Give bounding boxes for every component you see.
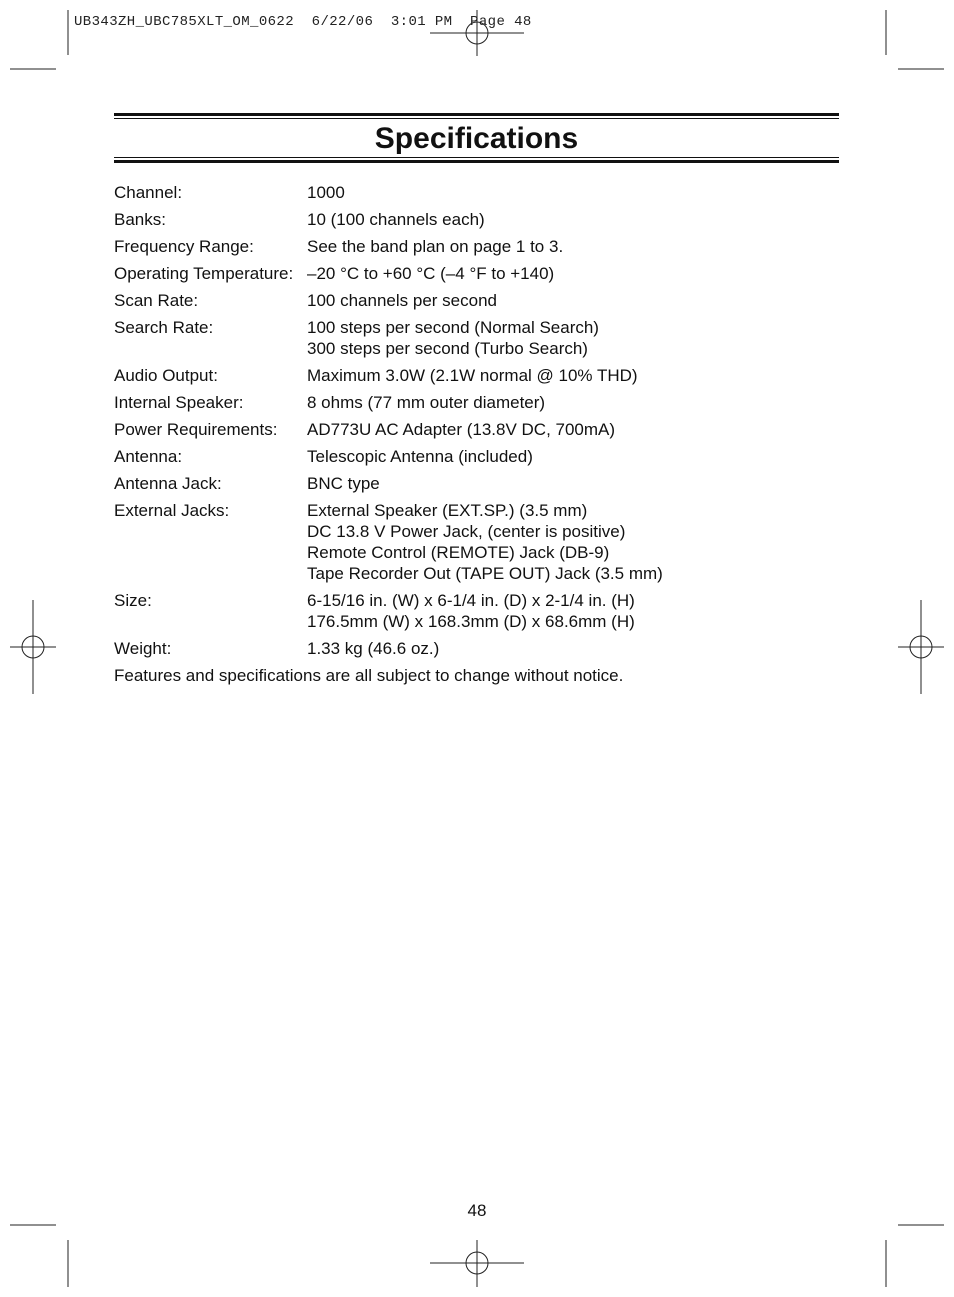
title-rule-top-thin xyxy=(114,118,839,119)
spec-value: 8 ohms (77 mm outer diameter) xyxy=(307,393,546,412)
title-rule-bottom-thick xyxy=(114,160,839,163)
registration-mark-left xyxy=(10,600,56,694)
spec-row xyxy=(114,473,854,494)
spec-label: Search Rate: xyxy=(114,318,214,337)
spec-value: Maximum 3.0W (2.1W normal @ 10% THD) xyxy=(307,366,638,385)
spec-values xyxy=(307,419,615,440)
spec-value: Remote Control (REMOTE) Jack (DB-9) xyxy=(307,543,610,562)
page-title: Specifications xyxy=(374,122,579,155)
spec-label: Channel: xyxy=(114,183,183,202)
spec-row xyxy=(114,209,854,230)
title-block xyxy=(114,113,839,163)
spec-row xyxy=(114,419,854,440)
spec-value: Telescopic Antenna (included) xyxy=(307,447,533,466)
spec-label: Operating Temperature: xyxy=(114,264,294,283)
spec-values xyxy=(307,365,638,386)
spec-value: 1.33 kg (46.6 oz.) xyxy=(307,639,440,658)
spec-values xyxy=(307,182,345,203)
spec-values xyxy=(307,590,635,632)
specifications-list xyxy=(114,182,854,686)
spec-values xyxy=(307,473,380,494)
spec-value: 6-15/16 in. (W) x 6-1/4 in. (D) x 2-1/4 in. (H) xyxy=(307,591,635,610)
spec-value: 100 steps per second (Normal Search) xyxy=(307,318,599,337)
spec-value: AD773U AC Adapter (13.8V DC, 700mA) xyxy=(307,420,616,439)
spec-value: Tape Recorder Out (TAPE OUT) Jack (3.5 mm) xyxy=(307,564,663,583)
spec-row xyxy=(114,638,854,659)
spec-value: 1000 xyxy=(307,183,345,202)
change-notice: Features and specifications are all subject to change without notice. xyxy=(114,666,624,685)
spec-label: External Jacks: xyxy=(114,501,230,520)
spec-value: See the band plan on page 1 to 3. xyxy=(307,237,564,256)
spec-label: Scan Rate: xyxy=(114,291,199,310)
spec-row xyxy=(114,290,854,311)
spec-value: BNC type xyxy=(307,474,380,493)
spec-label: Power Requirements: xyxy=(114,420,278,439)
spec-values xyxy=(307,317,599,359)
spec-value: 100 channels per second xyxy=(307,291,497,310)
spec-values xyxy=(307,638,439,659)
spec-values xyxy=(307,446,533,467)
spec-row xyxy=(114,317,854,359)
spec-values xyxy=(307,209,485,230)
spec-value: –20 °C to +60 °C (–4 °F to +140) xyxy=(307,264,555,283)
spec-value: 300 steps per second (Turbo Search) xyxy=(307,339,588,358)
spec-row xyxy=(114,236,854,257)
spec-label: Size: xyxy=(114,591,152,610)
registration-mark-top xyxy=(430,10,524,56)
spec-row xyxy=(114,500,854,584)
spec-label: Audio Output: xyxy=(114,366,218,385)
spec-values xyxy=(307,236,563,257)
spec-row xyxy=(114,182,854,203)
spec-values xyxy=(307,500,663,584)
spec-row xyxy=(114,590,854,632)
spec-label: Banks: xyxy=(114,210,166,229)
spec-row xyxy=(114,263,854,284)
spec-row xyxy=(114,392,854,413)
spec-value: DC 13.8 V Power Jack, (center is positive) xyxy=(307,522,626,541)
spec-value: 10 (100 channels each) xyxy=(307,210,485,229)
spec-values xyxy=(307,392,545,413)
spec-label: Weight: xyxy=(114,639,172,658)
spec-row xyxy=(114,446,854,467)
spec-values xyxy=(307,263,554,284)
spec-label: Internal Speaker: xyxy=(114,393,244,412)
spec-value: 176.5mm (W) x 168.3mm (D) x 68.6mm (H) xyxy=(307,612,635,631)
spec-label: Antenna Jack: xyxy=(114,474,222,493)
spec-values xyxy=(307,290,497,311)
spec-value: External Speaker (EXT.SP.) (3.5 mm) xyxy=(307,501,588,520)
print-slug: UB343ZH_UBC785XLT_OM_0622 6/22/06 3:01 PM Page 48 xyxy=(74,14,532,30)
spec-label: Antenna: xyxy=(114,447,183,466)
page-number: 48 xyxy=(467,1201,487,1220)
spec-label: Frequency Range: xyxy=(114,237,254,256)
spec-row xyxy=(114,365,854,386)
registration-mark-right xyxy=(898,600,944,694)
registration-mark-bottom xyxy=(430,1240,524,1287)
